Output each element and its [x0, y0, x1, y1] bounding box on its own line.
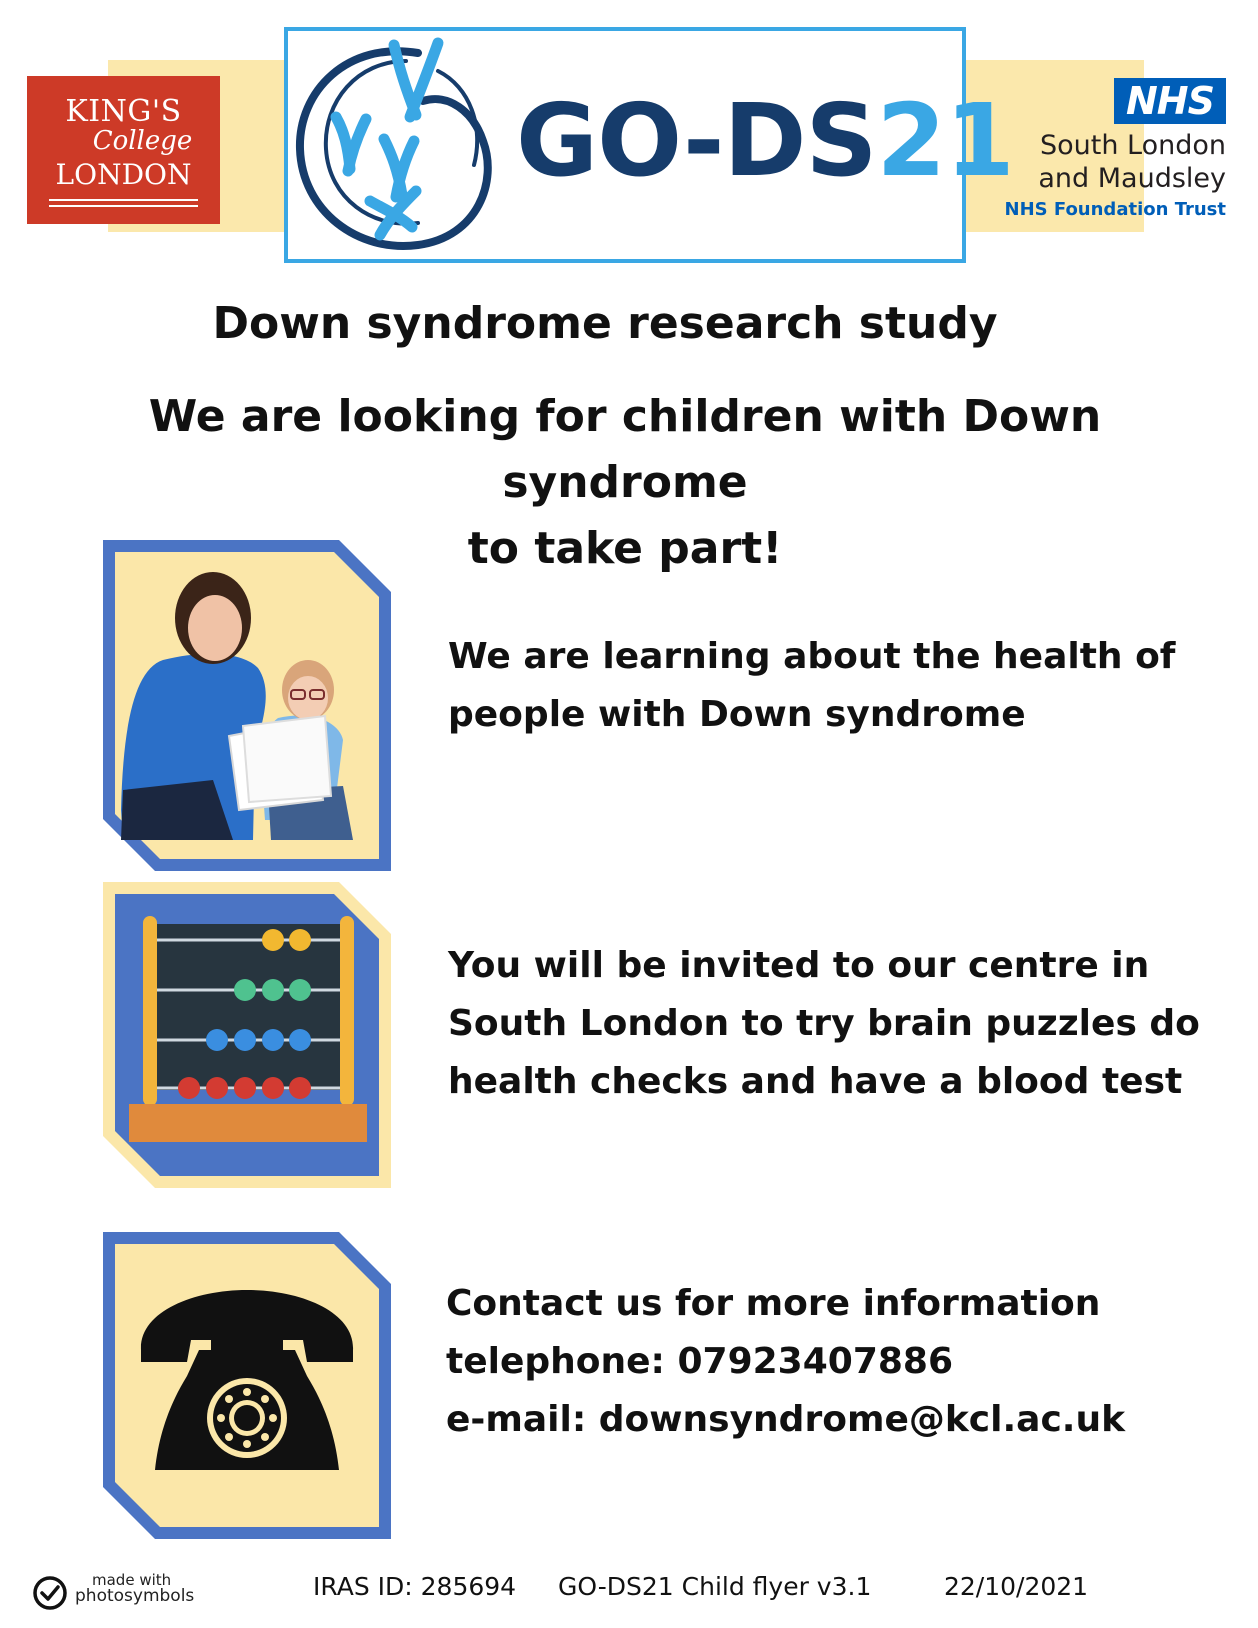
nhs-trust-line1: South London [1039, 130, 1226, 161]
photo-panel [103, 540, 391, 871]
telephone-icon [103, 1232, 391, 1539]
nhs-trust-line3: NHS Foundation Trust [1004, 199, 1226, 220]
section-2-line1: You will be invited to our centre in [448, 945, 1150, 986]
flyer-version: GO-DS21 Child flyer v3.1 [558, 1572, 872, 1601]
section-2-text [448, 937, 1200, 1111]
contact-heading: Contact us for more information [446, 1283, 1101, 1324]
section-2-line3: health checks and have a blood test [448, 1061, 1183, 1102]
logo-prefix: GO-DS [516, 82, 877, 199]
nhs-logo: NHS [1114, 78, 1226, 124]
photosymbols-check-icon [32, 1575, 68, 1611]
kings-logo-rule [49, 199, 198, 201]
section-1-line1: We are learning about the health of [448, 636, 1176, 677]
abacus-icon [103, 882, 391, 1188]
logo-suffix: 21 [876, 82, 1014, 199]
nhs-trust-line2: and Maudsley [1038, 163, 1226, 194]
kings-logo-line3: LONDON [55, 158, 192, 191]
kings-logo-line2: College [92, 126, 193, 156]
kings-logo-rule [49, 205, 198, 207]
contact-text [446, 1275, 1125, 1449]
kings-college-london-logo [27, 76, 220, 224]
flyer-date: 22/10/2021 [944, 1572, 1089, 1601]
photosymbols-label: photosymbols [75, 1586, 195, 1606]
page-title: Down syndrome research study [212, 298, 998, 349]
adult-and-child-photo [103, 540, 391, 871]
section-2-line2: South London to try brain puzzles do [448, 1003, 1200, 1044]
logo-wordmark [516, 82, 1014, 199]
iras-id: IRAS ID: 285694 [313, 1572, 517, 1601]
made-with-label: made with [92, 1571, 172, 1589]
subtitle-line2: to take part! [467, 523, 783, 574]
go-ds21-logo [284, 27, 1014, 263]
subtitle-line1: We are looking for children with Down syndrome [148, 391, 1102, 508]
abacus-panel [103, 882, 391, 1188]
kings-logo-line1: KING'S [65, 94, 182, 129]
contact-telephone[interactable]: telephone: 07923407886 [446, 1341, 954, 1382]
telephone-panel [103, 1232, 391, 1539]
section-1-line2: people with Down syndrome [448, 694, 1026, 735]
contact-email[interactable]: e-mail: downsyndrome@kcl.ac.uk [446, 1399, 1126, 1440]
section-1-text [448, 628, 1175, 744]
